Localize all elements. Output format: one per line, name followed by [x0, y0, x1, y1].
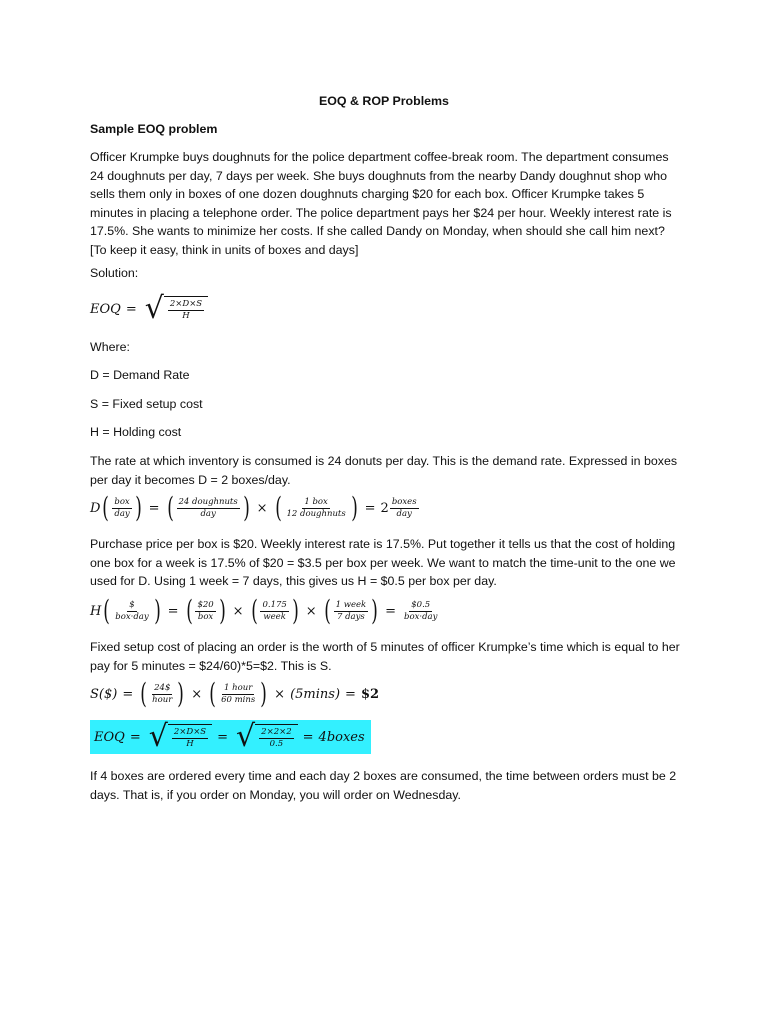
eoq-lhs: EOQ — [90, 301, 121, 317]
conclusion-paragraph: If 4 boxes are ordered every time and each day 2 boxes are consumed, the time between orders must be 2 days. That is, if you order on Monday, you will order on Wednesday. — [90, 769, 677, 802]
where-label: Where: — [90, 340, 130, 354]
sqrt-expression — [144, 291, 208, 326]
demand-equation: D ( $\frac{\text{box}}{\text{day}}$ ) = ( $\frac{\text{24 doughnuts}}{\text{day}}$ ) × ( $\frac{\text{1 box}}{\text{12 doughnuts}}$ ) = 2 $\frac{\text{boxes}}{\text{day}}$ — [90, 491, 417, 524]
setup-equation: S($) = ( $\frac{24\$}{\text{hour}}$ ) × ( $\frac{\text{1 hour}}{60 \min s}$ ) × (5mins) = $2 — [90, 677, 380, 710]
definition-s: S = Fixed setup cost — [90, 397, 203, 411]
eoq-formula — [90, 291, 208, 326]
solution-label: Solution: — [90, 266, 139, 280]
section-heading: Sample EOQ problem — [90, 122, 218, 136]
problem-paragraph: Officer Krumpke buys doughnuts for the police department coffee-break room. The department consumes 24 doughnuts per day, 7 days per week. She buys doughnuts from the nearby Dandy doughnut shop who sells them only in boxes of one dozen doughnuts charging $20 for each box. Officer Krumpke takes 5 minutes in placing a telephone order. The police department pays her $24 per hour. Weekly interest rate is 17.5%. She wants to minimize her costs. If she called Dandy on Monday, when should she call him next?[To keep it easy, think in units of boxes and days] — [90, 150, 672, 257]
fraction: $\frac{2\times D\times S}{H}$ — [169, 299, 203, 321]
holding-paragraph: Purchase price per box is $20. Weekly interest rate is 17.5%. Put together it tells us that the cost of holding one box for a week is 17.5% of $20 = $3.5 per box per week. We want to match the time-unit to the one we used for D. Using 1 week = 7 days, this gives us H = $0.5 per box per day. — [90, 537, 676, 588]
demand-paragraph: The rate at which inventory is consumed is 24 donuts per day. This is the demand rate. Expressed in boxes per day it becomes D = 2 boxes/day. — [90, 454, 678, 487]
equals-sign: = — [125, 301, 137, 317]
final-eoq-equation — [90, 720, 371, 754]
radical-sign: √ — [144, 291, 164, 326]
document-title: EOQ & ROP Problems — [319, 94, 449, 108]
definition-h: H = Holding cost — [90, 425, 182, 439]
highlight-box: EOQ = √ $\frac{2\times D\times S}{H}$ = √ $\frac{2\times 2\times 2}{0.5}$ = 4boxes — [90, 720, 371, 754]
holding-equation: H ( $\frac{\$}{\text{box·day}}$ ) = ( $\frac{\$20}{\text{box}}$ ) × ( $\frac{0.175}{\text{week}}$ ) × ( $\frac{\text{1 week}}{\text{7 days}}$ ) = $\frac{\$0.5}{\text{box·day}}$ — [90, 594, 438, 627]
definition-d: D = Demand Rate — [90, 368, 190, 382]
setup-paragraph: Fixed setup cost of placing an order is the worth of 5 minutes of officer Krumpke’s time which is equal to her pay for 5 minutes = $24/60)*5=$2. This is S. — [90, 640, 680, 673]
